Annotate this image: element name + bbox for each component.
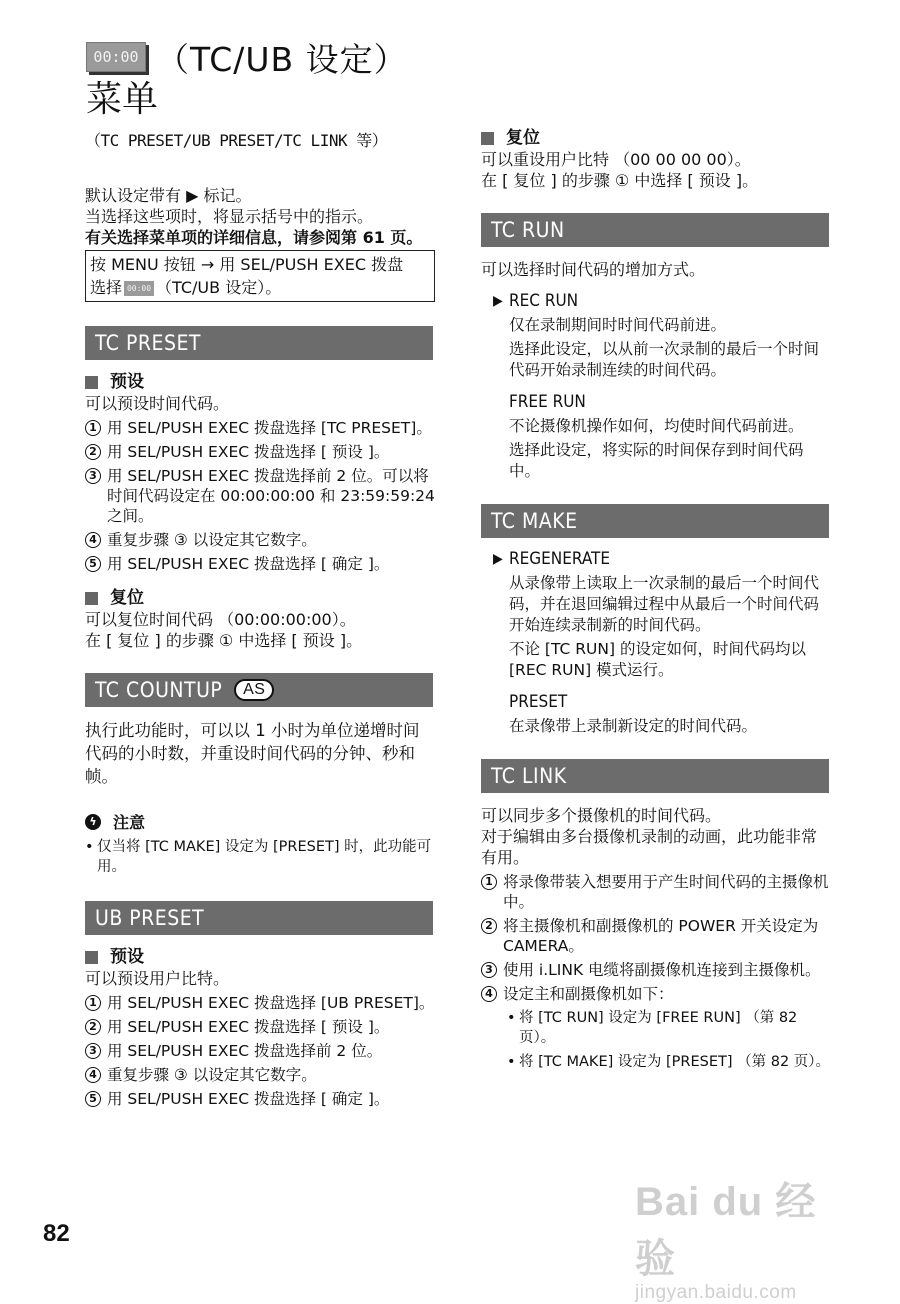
intro-reference: 有关选择菜单项的详细信息，请参阅第 61 页。	[85, 228, 423, 247]
step: 2 将主摄像机和副摄像机的 POWER 开关设定为 CAMERA。	[481, 916, 831, 956]
left-column	[85, 128, 435, 1109]
title-menu: 菜单	[86, 79, 159, 120]
page-title	[86, 38, 486, 122]
section-tc-countup: TC COUNTUP AS	[85, 673, 433, 707]
step: 1 用 SEL/PUSH EXEC 拨盘选择 [UB PRESET]。	[85, 993, 435, 1013]
title-text: （TC/UB 设定）	[156, 39, 408, 79]
reset-line-1: 可以复位时间代码 （00:00:00:00）。	[85, 610, 356, 629]
step: 3 用 SEL/PUSH EXEC 拨盘选择前 2 位。可以将时间代码设定在 00:00:00:00 和 23:59:59:24 之间。	[85, 466, 435, 526]
right-column	[481, 128, 831, 1072]
tc-link-desc-1: 可以同步多个摄像机的时间代码。	[481, 806, 722, 825]
ub-reset-line-2: 在 [ 复位 ] 的步骤 ① 中选择 [ 预设 ]。	[481, 171, 759, 190]
watermark-url: jingyan.baidu.com	[635, 1282, 797, 1303]
intro-line-1: 默认设定带有 ▶ 标记。	[85, 186, 252, 205]
watermark-logo: Bai du 经验	[635, 1180, 817, 1281]
subhead-ub-reset: 复位	[481, 128, 831, 149]
step: 4 设定主和副摄像机如下：	[481, 984, 831, 1004]
tc-link-steps	[481, 872, 831, 1004]
step: 5 用 SEL/PUSH EXEC 拨盘选择 [ 确定 ]。	[85, 554, 435, 574]
step: 4 重复步骤 ③ 以设定其它数字。	[85, 1065, 435, 1085]
option-free-run: FREE RUN 不论摄像机操作如何，均使时间代码前进。 选择此设定，将实际的时间保存到时间代码中。	[509, 392, 804, 480]
preset-desc: 可以预设时间代码。	[85, 394, 230, 413]
menu-instruction-box	[85, 250, 435, 302]
reset-line-2: 在 [ 复位 ] 的步骤 ① 中选择 [ 预设 ]。	[85, 631, 363, 650]
box-line-1: 按 MENU 按钮 → 用 SEL/PUSH EXEC 拨盘	[90, 255, 404, 274]
baidu-watermark	[635, 1170, 850, 1303]
option-regenerate: ▶ REGENERATE 从录像带上读取上一次录制的最后一个时间代码，并在退回编辑过程中从最后一个时间代码开始连续录制新的时间代码。 不论 [TC RUN] 的设定如何，时间代码均以 [REC RUN] 模式运行。	[493, 549, 820, 679]
section-tc-preset: TC PRESET	[85, 326, 433, 360]
square-bullet-icon	[85, 376, 98, 389]
countup-desc: 执行此功能时，可以以 1 小时为单位递增时间代码的小时数，并重设时间代码的分钟、秒和帧。	[85, 721, 420, 786]
subhead-preset: 预设	[85, 947, 435, 968]
note-heading: ϟ 注意	[85, 810, 435, 833]
section-tc-make: TC MAKE	[481, 504, 829, 538]
page-number: 82	[43, 1220, 70, 1247]
section-ub-preset: UB PRESET	[85, 901, 433, 935]
step: 5 用 SEL/PUSH EXEC 拨盘选择 [ 确定 ]。	[85, 1089, 435, 1109]
square-bullet-icon	[481, 132, 494, 145]
link-bullet: • 将 [TC MAKE] 设定为 [PRESET] （第 82 页）。	[507, 1054, 831, 1070]
intro-line-2: 当选择这些项时，将显示括号中的指示。	[85, 207, 374, 226]
default-marker-icon: ▶	[493, 293, 503, 309]
as-badge: AS	[234, 679, 274, 701]
default-marker-icon: ▶	[493, 551, 503, 567]
subhead-preset: 预设	[85, 372, 435, 393]
step: 4 重复步骤 ③ 以设定其它数字。	[85, 530, 435, 550]
step: 2 用 SEL/PUSH EXEC 拨盘选择 [ 预设 ]。	[85, 442, 435, 462]
box-line-2: 选择 00:00 （TC/UB 设定）。	[90, 278, 282, 297]
link-bullet: • 将 [TC RUN] 设定为 [FREE RUN] （第 82 页）。	[507, 1010, 798, 1046]
timecode-icon-small: 00:00	[124, 281, 154, 296]
subhead-reset: 复位	[85, 588, 435, 609]
subtitle: （TC PRESET/UB PRESET/TC LINK 等）	[85, 131, 388, 150]
section-tc-link: TC LINK	[481, 759, 829, 793]
step: 1 将录像带装入想要用于产生时间代码的主摄像机中。	[481, 872, 831, 912]
note-bullet: • 仅当将 [TC MAKE] 设定为 [PRESET] 时，此功能可用。	[85, 839, 432, 875]
caution-icon: ϟ	[85, 814, 101, 830]
section-tc-run: TC RUN	[481, 213, 829, 247]
square-bullet-icon	[85, 592, 98, 605]
tc-run-desc: 可以选择时间代码的增加方式。	[481, 260, 706, 279]
step: 3 使用 i.LINK 电缆将副摄像机连接到主摄像机。	[481, 960, 831, 980]
tc-link-desc-2: 对于编辑由多台摄像机录制的动画，此功能非常有用。	[481, 827, 818, 867]
option-rec-run: ▶ REC RUN 仅在录制期间时时间代码前进。 选择此设定，以从前一次录制的最后一个时间代码开始录制连续的时间代码。	[493, 291, 820, 379]
step: 2 用 SEL/PUSH EXEC 拨盘选择 [ 预设 ]。	[85, 1017, 435, 1037]
ub-reset-line-1: 可以重设用户比特 （00 00 00 00）。	[481, 150, 751, 169]
step: 1 用 SEL/PUSH EXEC 拨盘选择 [TC PRESET]。	[85, 418, 435, 438]
tc-preset-steps	[85, 418, 435, 574]
ub-preset-steps	[85, 993, 435, 1109]
step: 3 用 SEL/PUSH EXEC 拨盘选择前 2 位。	[85, 1041, 435, 1061]
square-bullet-icon	[85, 951, 98, 964]
ub-preset-desc: 可以预设用户比特。	[85, 969, 230, 988]
option-preset: PRESET 在录像带上录制新设定的时间代码。	[509, 692, 758, 735]
timecode-icon: 00:00	[86, 42, 146, 72]
